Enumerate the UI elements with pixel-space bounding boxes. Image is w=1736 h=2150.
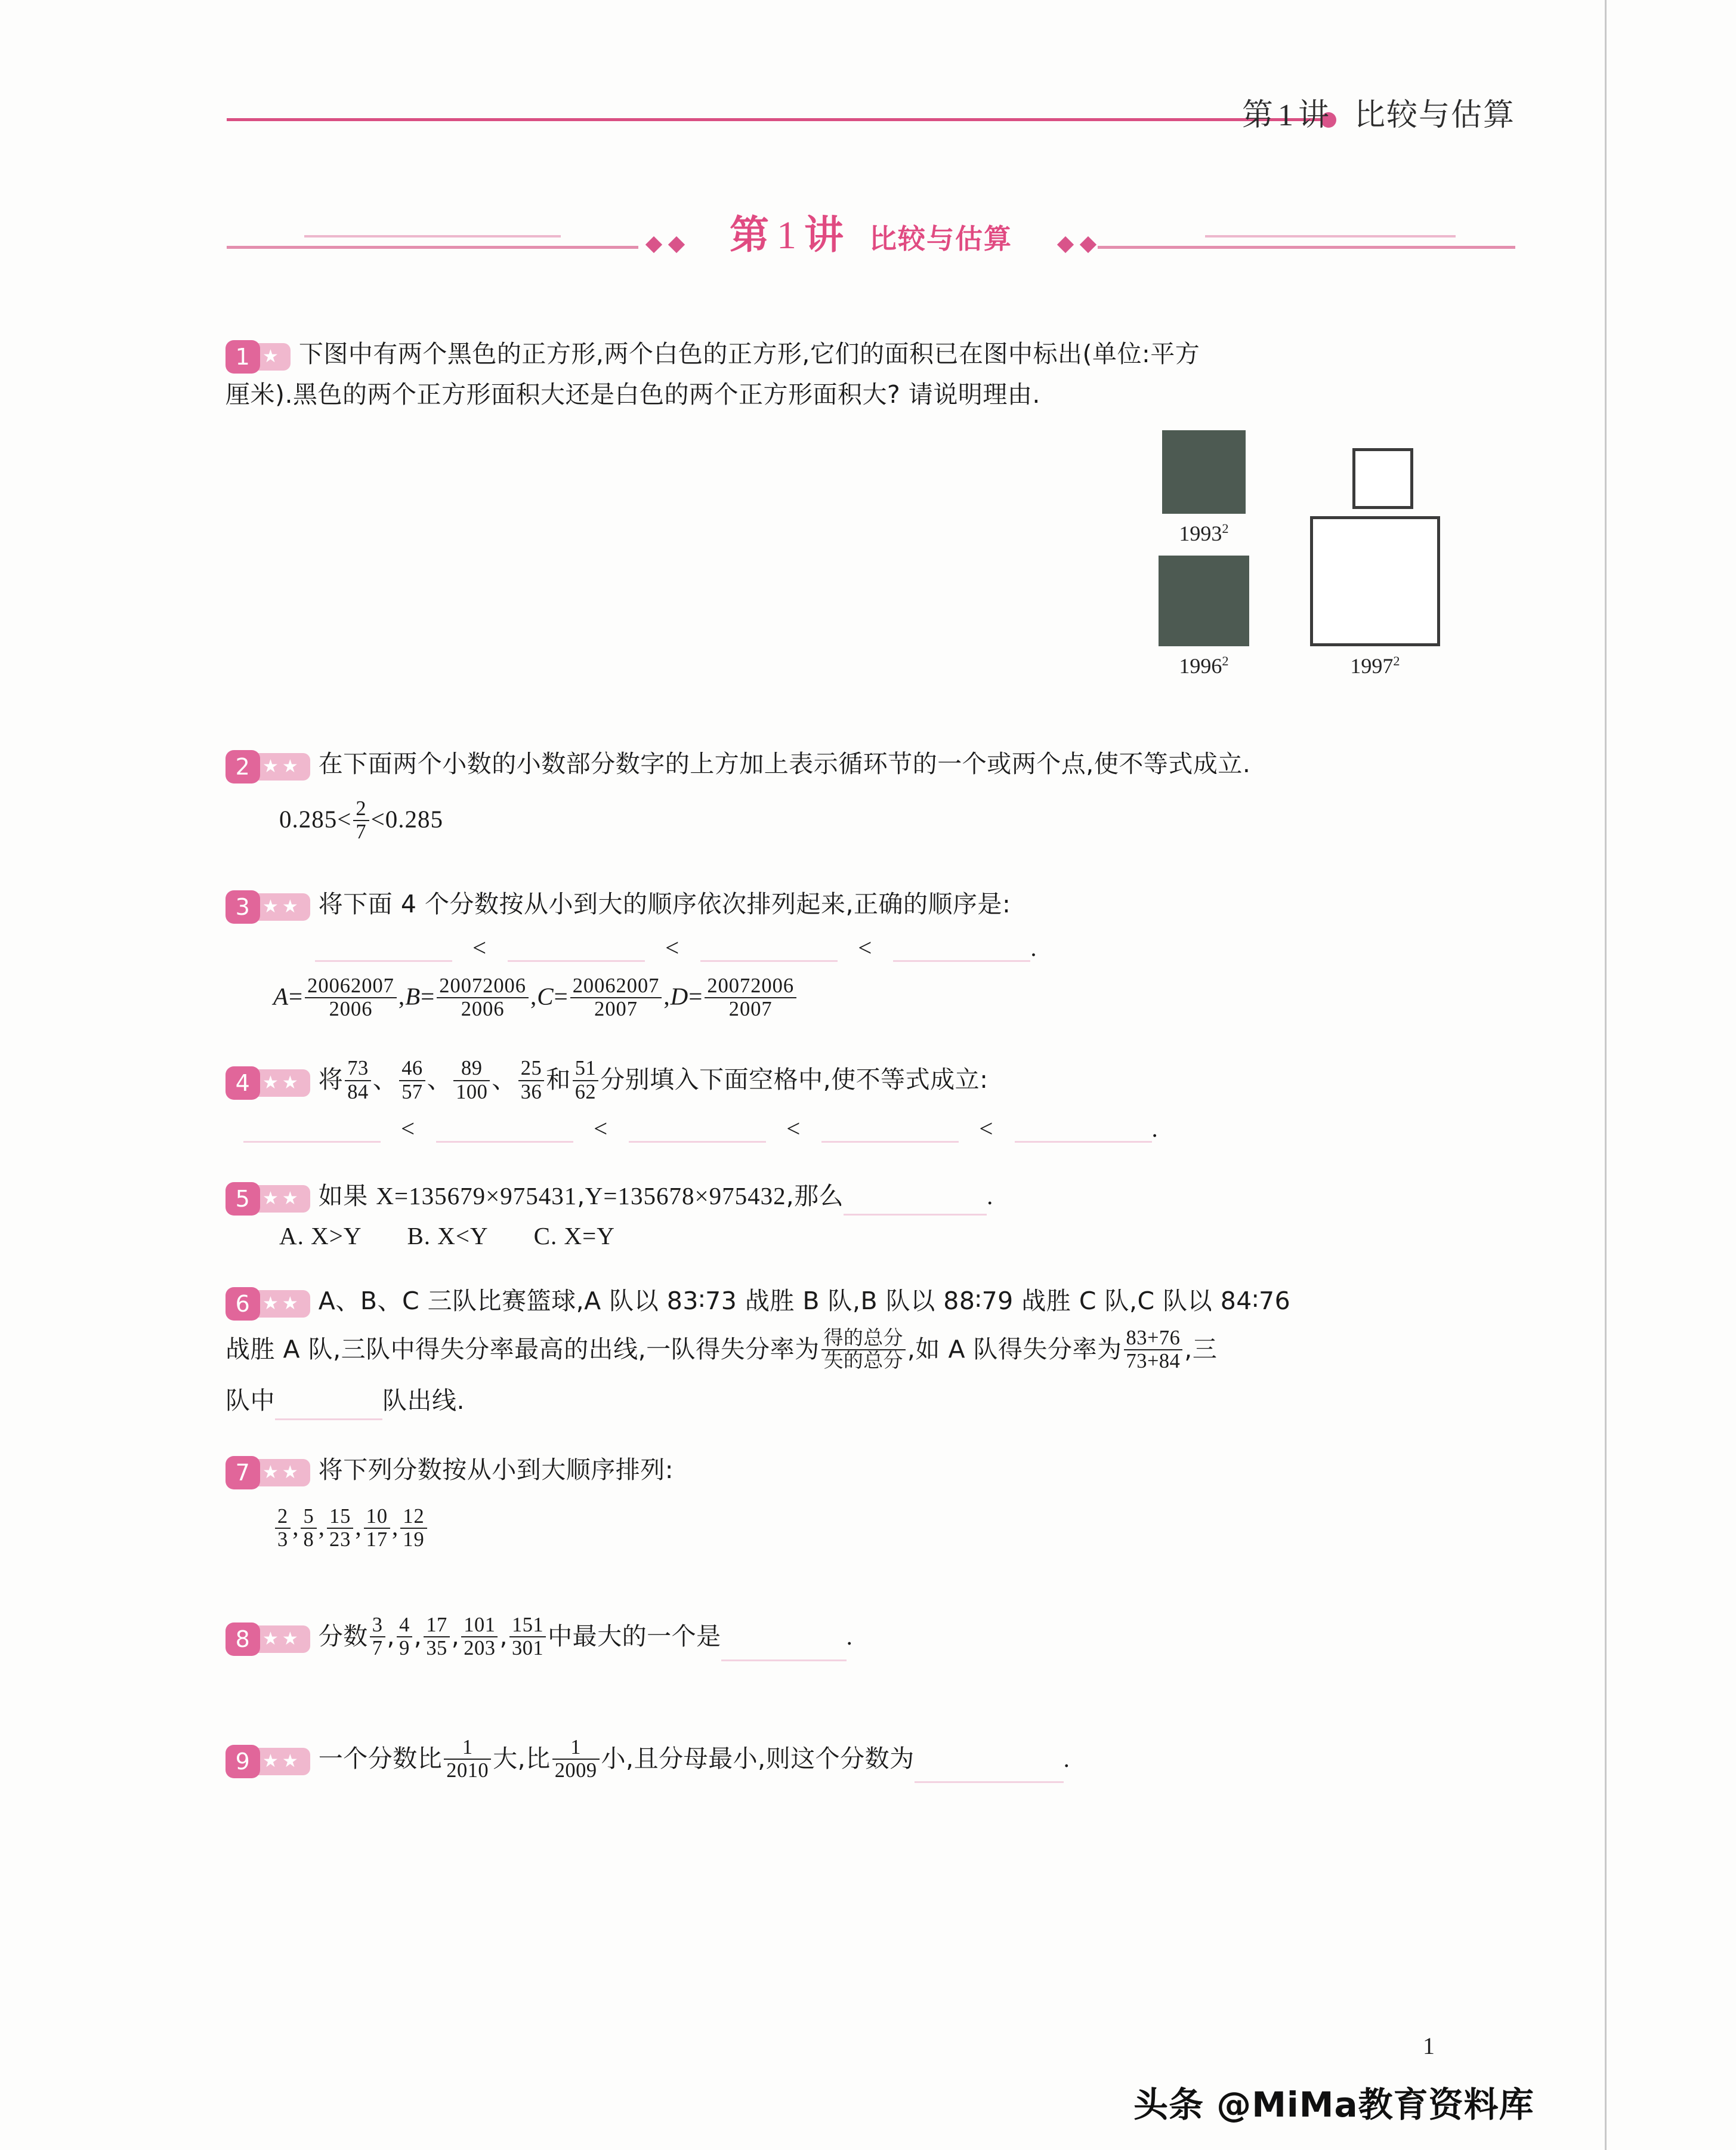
problem-7-f1-denominator: 3 [275, 1528, 291, 1551]
problem-3-badge [226, 886, 310, 919]
page-number: 1 [1423, 2032, 1435, 2059]
problem-3-D-denominator: 2007 [705, 997, 796, 1020]
problem-5-choice-c[interactable]: C. X=Y [533, 1222, 615, 1250]
problem-3-D-numerator: 20072006 [707, 974, 795, 997]
problem-5-answer-blank[interactable] [844, 1189, 987, 1216]
problem-3-fraction-B [437, 975, 529, 1020]
square-label-1997 [1301, 653, 1450, 678]
page-margin-rule [1605, 0, 1607, 2150]
problem-2-fraction [353, 798, 369, 843]
problem-7-fraction-3 [327, 1506, 353, 1551]
problem-4-blank-3[interactable] [629, 1116, 766, 1143]
problem-6-line1: A、B、C 三队比赛篮球,A 队以 83∶73 战胜 B 队,B 队以 88∶79 战胜 C 队,C 队以 84∶76 [318, 1287, 1291, 1316]
problem-6-rate-denominator: 失的总分 [821, 1349, 906, 1371]
square-open-1997 [1310, 516, 1440, 646]
problem-6-line2a: 战胜 A 队,三队中得失分率最高的出线,一队得失分率为 [226, 1334, 820, 1364]
problem-3-fraction-B-name: B [405, 982, 421, 1010]
square-label-1996-exp: 2 [1222, 653, 1229, 668]
problem-8-f2-denominator: 9 [397, 1636, 412, 1659]
problem-5-text-before: 如果 [318, 1181, 368, 1210]
square-label-1993 [1144, 521, 1264, 546]
problem-8-f1-denominator: 7 [370, 1636, 385, 1659]
problem-8-f1-numerator: 3 [372, 1614, 383, 1637]
problem-9-f2-denominator: 2009 [552, 1759, 600, 1782]
problem-4-text-after: 分别填入下面空格中,使不等式成立: [600, 1065, 989, 1094]
problem-2-stars: ★★ [249, 753, 310, 781]
chapter-title-text [227, 203, 1515, 260]
problem-3 [226, 884, 1466, 1022]
problem-9-badge [226, 1740, 310, 1773]
problem-9-fraction-2 [552, 1736, 600, 1782]
problem-7-fraction-2 [301, 1506, 316, 1551]
problem-3-fraction-C-name: C [537, 982, 554, 1010]
problem-6-text [226, 1281, 1466, 1420]
problem-8-f2-numerator: 4 [399, 1614, 410, 1637]
problem-1-text [226, 334, 1466, 415]
problem-7-f4-numerator: 10 [366, 1504, 388, 1528]
problem-6-line2c: ,三 [1184, 1334, 1218, 1364]
problem-6 [226, 1281, 1466, 1420]
square-open-1992 [1352, 448, 1413, 509]
problem-list [226, 334, 1466, 1783]
problem-6-line3 [226, 1381, 1466, 1420]
problem-2-frac-denominator: 7 [353, 820, 369, 843]
problem-3-fraction-A-name: A [273, 982, 289, 1010]
problem-7-f5-numerator: 12 [403, 1504, 425, 1528]
problem-8-f3-denominator: 35 [424, 1636, 449, 1659]
square-label-1993-exp: 2 [1222, 520, 1229, 536]
problem-3-fraction-A [305, 975, 397, 1020]
square-label-1993-value: 1993 [1179, 521, 1222, 545]
problem-4-fraction-2 [399, 1057, 425, 1103]
problem-5-choice-a[interactable]: A. X>Y [279, 1222, 362, 1250]
problem-6-stars: ★★ [249, 1290, 310, 1318]
problem-3-B-denominator: 2006 [437, 997, 529, 1020]
problem-5 [226, 1176, 1466, 1250]
problem-5-choice-b[interactable]: B. X<Y [407, 1222, 489, 1250]
problem-4-text-before: 将 [318, 1065, 344, 1094]
problem-3-blank-1[interactable] [315, 936, 452, 962]
problem-3-fraction-D-name: D [670, 982, 689, 1010]
running-header [227, 90, 1515, 155]
problem-7-fractions: $\frac{2}{3}$ , $\frac{5}{8}$ , $\frac{15}{23}$ , $\frac{10}{17}$ , $\frac{12}{19}$ [273, 1507, 1466, 1552]
problem-8 [226, 1615, 1466, 1661]
problem-2-rel-2: < [370, 805, 385, 833]
problem-4-blank-2[interactable] [436, 1116, 573, 1143]
problem-3-A-denominator: 2006 [305, 997, 397, 1020]
problem-9 [226, 1735, 1466, 1783]
problem-3-blank-4[interactable] [893, 936, 1030, 962]
problem-9-fraction-1 [444, 1736, 491, 1782]
problem-8-f5-denominator: 301 [509, 1636, 546, 1659]
problem-9-text: 9 ★★ 一个分数比 $\frac{1}{2010}$ 大,比 $\frac{1}{2009}$ 小,且分母最小,则这个分数为 . [226, 1738, 1466, 1783]
problem-4-f4-numerator: 25 [520, 1057, 542, 1080]
header-lesson-number: 1 [1277, 98, 1295, 132]
chapter-title-unit: 讲 [804, 212, 845, 258]
problem-5-stars: ★★ [249, 1185, 310, 1213]
problem-9-number: 9 [226, 1745, 260, 1778]
square-group-1996 [1141, 556, 1267, 678]
square-group-1993 [1144, 430, 1264, 546]
problem-4-fraction-1 [345, 1057, 370, 1103]
problem-7-fraction-5 [400, 1506, 427, 1551]
problem-9-text-b: 大,比 [493, 1744, 551, 1773]
problem-7-f2-denominator: 8 [301, 1528, 316, 1551]
problem-7-statement: 将下列分数按从小到大顺序排列: [318, 1455, 674, 1485]
problem-3-fraction-C [570, 975, 662, 1020]
problem-6-rate-numerator: 得的总分 [823, 1327, 903, 1350]
problem-7-f1-numerator: 2 [277, 1504, 289, 1528]
problem-6-example-numerator: 83+76 [1126, 1326, 1181, 1349]
problem-3-B-numerator: 20072006 [439, 974, 526, 997]
problem-6-number: 6 [226, 1287, 260, 1321]
problem-4 [226, 1059, 1466, 1142]
problem-9-f1-numerator: 1 [462, 1735, 473, 1759]
problem-6-line2 [226, 1328, 1466, 1374]
header-title [1242, 90, 1515, 134]
problem-4-f2-denominator: 57 [399, 1080, 425, 1103]
problem-9-stars: ★★ [249, 1748, 310, 1775]
problem-4-f1-numerator: 73 [347, 1057, 369, 1080]
problem-8-f5-numerator: 151 [511, 1614, 544, 1637]
problem-6-rate-fraction [821, 1328, 906, 1371]
header-lesson-unit: 讲 [1298, 97, 1330, 133]
square-label-1996 [1141, 653, 1267, 678]
problem-1-number: 1 [226, 340, 260, 374]
problem-6-example-denominator: 73+84 [1124, 1349, 1183, 1372]
problem-9-text-c: 小,且分母最小,则这个分数为 [601, 1744, 915, 1773]
problem-4-stars: ★★ [249, 1069, 310, 1097]
problem-8-f4-denominator: 203 [461, 1636, 498, 1659]
problem-4-f3-numerator: 89 [461, 1057, 483, 1080]
problem-3-C-numerator: 20062007 [572, 974, 660, 997]
problem-6-line2b: ,如 A 队得失分率为 [907, 1334, 1122, 1364]
problem-9-f1-denominator: 2010 [444, 1759, 491, 1782]
problem-7-f3-numerator: 15 [329, 1504, 351, 1528]
problem-8-fraction-2 [397, 1614, 412, 1659]
chapter-title-number: 1 [777, 214, 798, 257]
problem-7-fraction-4 [364, 1506, 390, 1551]
problem-8-answer-blank[interactable] [721, 1635, 847, 1661]
problem-2-text [226, 744, 1466, 783]
problem-4-f2-numerator: 46 [401, 1057, 423, 1080]
problem-3-text [226, 884, 1466, 924]
problem-4-fraction-4 [518, 1057, 544, 1103]
problem-8-fraction-4 [461, 1614, 498, 1659]
problem-7-f5-denominator: 19 [400, 1528, 427, 1551]
problem-7-f3-denominator: 23 [327, 1528, 353, 1551]
problem-4-text: 4 ★★ 将 $\frac{73}{84}$ 、 $\frac{46}{57}$ 、 $\frac{89}{100}$ 、 $\frac{25}{36}$ 和 $\frac{51}{62}$ 分别填入下面空格中,使不等式成立: [226, 1059, 1466, 1104]
problem-4-number: 4 [226, 1066, 260, 1100]
problem-7-stars: ★★ [249, 1459, 310, 1486]
problem-5-number: 5 [226, 1182, 260, 1216]
problem-2-right-decimal: 0.285 [385, 805, 443, 833]
problem-2-frac-numerator: 2 [356, 797, 367, 820]
square-group-1997 [1301, 516, 1450, 678]
problem-3-stars: ★★ [249, 893, 310, 921]
chapter-title-main [730, 212, 845, 258]
problem-3-number: 3 [226, 890, 260, 924]
problem-8-fraction-5 [509, 1614, 546, 1659]
problem-9-text-a: 一个分数比 [318, 1744, 443, 1773]
problem-3-C-denominator: 2007 [570, 997, 662, 1020]
problem-4-f4-denominator: 36 [518, 1080, 544, 1103]
problem-1-line2: 厘米).黑色的两个正方形面积大还是白色的两个正方形面积大? 请说明理由. [226, 380, 1040, 409]
problem-9-f2-numerator: 1 [570, 1735, 581, 1759]
problem-4-answer-row: < < < < . [243, 1114, 1466, 1143]
problem-9-answer-blank[interactable] [915, 1757, 1064, 1783]
square-filled-1996 [1159, 556, 1249, 646]
problem-2-statement: 在下面两个小数的小数部分数字的上方加上表示循环节的一个或两个点,使不等式成立. [318, 749, 1251, 778]
problem-1-line1: 下图中有两个黑色的正方形,两个白色的正方形,它们的面积已在图中标出(单位:平方 [298, 340, 1200, 368]
problem-4-fraction-3 [453, 1057, 490, 1103]
problem-6-line3b: 队出线. [382, 1386, 465, 1415]
problem-8-number: 8 [226, 1622, 260, 1656]
header-rule [227, 118, 1329, 121]
problem-7-f4-denominator: 17 [364, 1528, 390, 1551]
problem-1-badge [226, 335, 291, 369]
problem-3-statement: 将下面 4 个分数按从小到大的顺序依次排列起来,正确的顺序是: [318, 889, 1011, 918]
problem-8-stars: ★★ [249, 1625, 310, 1653]
problem-2-expression [279, 799, 1466, 844]
problem-2-number: 2 [226, 750, 260, 783]
problem-5-text-after: 那么 [794, 1181, 844, 1210]
problem-7-f2-numerator: 5 [303, 1504, 314, 1528]
problem-8-text: 8 ★★ 分数 $\frac{3}{7}$ , $\frac{4}{9}$ , $\frac{17}{35}$ , $\frac{101}{203}$ , $\frac{151}{301}$ 中最大的一个是 . [226, 1615, 1466, 1661]
problem-8-badge [226, 1618, 310, 1651]
problem-3-fractions: A= $\frac{20062007}{2006}$ ,B= $\frac{20072006}{2006}$ ,C= $\frac{20062007}{2007}$ ,D= $\frac{20072006}{2007}$ [273, 976, 1466, 1022]
problem-7-text [226, 1450, 1466, 1489]
problem-7-fraction-1 [275, 1506, 291, 1551]
problem-3-A-numerator: 20062007 [307, 974, 394, 997]
problem-1 [226, 334, 1466, 700]
problem-8-f4-numerator: 101 [464, 1614, 496, 1637]
problem-7-badge [226, 1451, 310, 1485]
problem-1-stars: ★ [249, 343, 291, 371]
header-lesson-prefix: 第 [1241, 97, 1274, 133]
problem-8-text-after: 中最大的一个是 [548, 1622, 721, 1651]
problem-2-left-decimal: 0.285 [279, 805, 338, 833]
problem-5-choices [279, 1221, 1466, 1250]
square-filled-1993 [1162, 430, 1246, 514]
problem-7-number: 7 [226, 1456, 260, 1489]
problem-3-answer-row: < < < . [315, 933, 1466, 962]
problem-6-example-fraction [1124, 1327, 1183, 1372]
problem-6-line3a: 队中 [226, 1386, 275, 1415]
watermark: 头条 @MiMa教育资料库 [1133, 2084, 1534, 2125]
problem-4-f5-numerator: 51 [574, 1057, 597, 1080]
problem-8-fraction-3 [424, 1614, 449, 1659]
chapter-subtitle: 比较与估算 [869, 223, 1012, 255]
problem-8-text-before: 分数 [318, 1622, 368, 1651]
square-label-1996-value: 1996 [1179, 653, 1222, 678]
problem-2-rel-1: < [337, 805, 352, 833]
square-label-1997-value: 1997 [1350, 653, 1394, 678]
problem-2-badge [226, 745, 310, 779]
problem-4-f5-denominator: 62 [573, 1080, 598, 1103]
problem-5-text: 5 ★★ 如果 X=135679×975431,Y=135678×975432,那么 . [226, 1176, 1466, 1216]
problem-4-f1-denominator: 84 [345, 1080, 370, 1103]
problem-3-blank-3[interactable] [700, 936, 838, 962]
problem-3-blank-2[interactable] [508, 936, 645, 962]
problem-4-blank-5[interactable] [1015, 1116, 1152, 1143]
chapter-title-prefix: 第 [730, 212, 771, 258]
problem-6-badge [226, 1282, 310, 1316]
problem-7 [226, 1450, 1466, 1552]
problem-3-fraction-D [705, 975, 796, 1020]
problem-4-blank-4[interactable] [821, 1116, 959, 1143]
square-label-1997-exp: 2 [1393, 653, 1400, 668]
problem-4-fraction-5 [573, 1057, 598, 1103]
problem-4-badge [226, 1062, 310, 1095]
problem-8-fraction-1 [370, 1614, 385, 1659]
problem-6-answer-blank[interactable] [275, 1394, 382, 1420]
problem-4-f3-denominator: 100 [453, 1080, 490, 1103]
problem-5-badge [226, 1177, 310, 1211]
problem-2 [226, 744, 1466, 845]
problem-4-blank-1[interactable] [243, 1116, 381, 1143]
problem-8-f3-numerator: 17 [426, 1614, 447, 1637]
header-lesson-title: 比较与估算 [1354, 97, 1515, 133]
problem-5-y-expression: Y=135678×975432 [585, 1182, 786, 1210]
chapter-title-band [227, 203, 1515, 286]
problem-4-text-mid: 和 [546, 1065, 571, 1094]
problem-5-x-expression: X=135679×975431 [376, 1182, 577, 1210]
problem-1-figure [226, 419, 1466, 700]
